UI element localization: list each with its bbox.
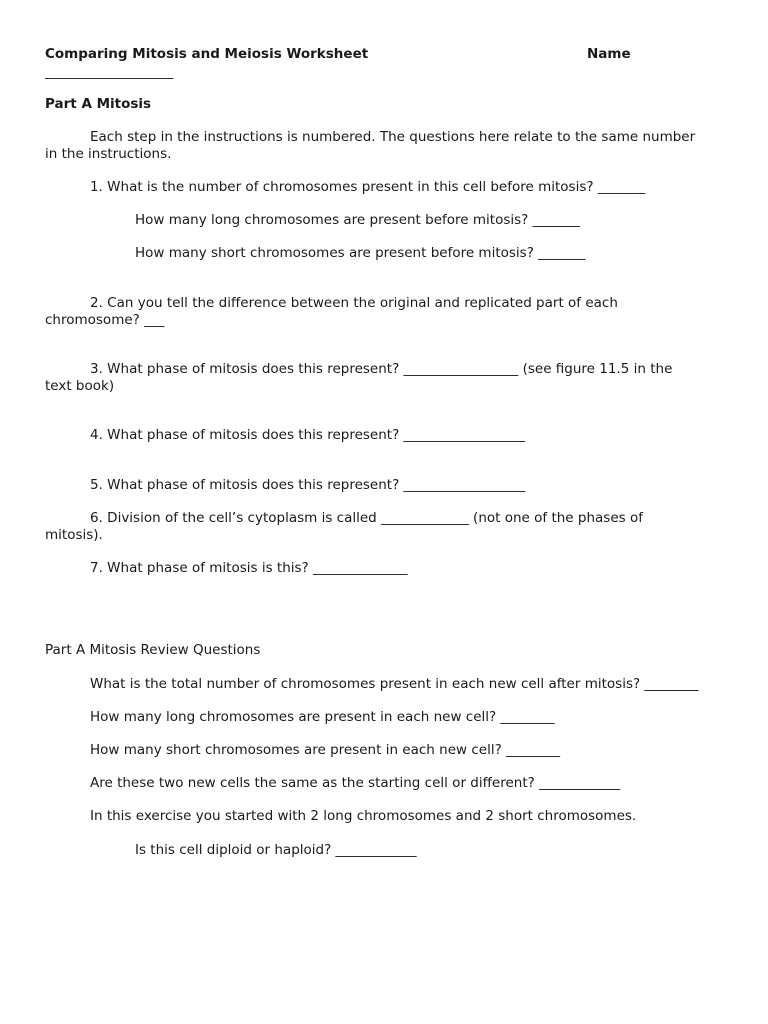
review-question-1: What is the total number of chromosomes present in each new cell after mitosis? ________	[90, 676, 699, 692]
review-question-4: Are these two new cells the same as the starting cell or different? ____________	[90, 775, 621, 791]
worksheet-title: Comparing Mitosis and Meiosis Worksheet	[45, 46, 369, 62]
name-blank: ___________________	[45, 64, 174, 80]
review-question-5: Is this cell diploid or haploid? ____________	[135, 842, 417, 858]
question-3-continued: text book)	[45, 378, 115, 394]
question-6: 6. Division of the cell’s cytoplasm is called _____________ (not one of the phases of	[90, 510, 643, 526]
question-7: 7. What phase of mitosis is this? ______________	[90, 560, 408, 576]
question-2-continued: chromosome? ___	[45, 312, 165, 328]
intro-text: Each step in the instructions is numbered. The questions here relate to the same number	[90, 129, 696, 145]
question-4: 4. What phase of mitosis does this represent? __________________	[90, 427, 526, 443]
question-6-continued: mitosis).	[45, 527, 103, 543]
review-heading: Part A Mitosis Review Questions	[45, 642, 261, 658]
question-1: 1. What is the number of chromosomes present in this cell before mitosis? _______	[90, 179, 646, 195]
part-a-heading: Part A Mitosis	[45, 96, 152, 112]
question-5: 5. What phase of mitosis does this represent? __________________	[90, 477, 526, 493]
intro-text-continued: in the instructions.	[45, 146, 172, 162]
question-2: 2. Can you tell the difference between the original and replicated part of each	[90, 295, 618, 311]
review-question-2: How many long chromosomes are present in each new cell? ________	[90, 709, 555, 725]
name-label: Name	[587, 46, 631, 62]
review-question-3: How many short chromosomes are present in each new cell? ________	[90, 742, 561, 758]
question-1a: How many long chromosomes are present before mitosis? _______	[135, 212, 580, 228]
question-1b: How many short chromosomes are present before mitosis? _______	[135, 245, 586, 261]
review-statement: In this exercise you started with 2 long chromosomes and 2 short chromosomes.	[90, 808, 637, 824]
question-3: 3. What phase of mitosis does this represent? _________________ (see figure 11.5 in the	[90, 361, 673, 377]
